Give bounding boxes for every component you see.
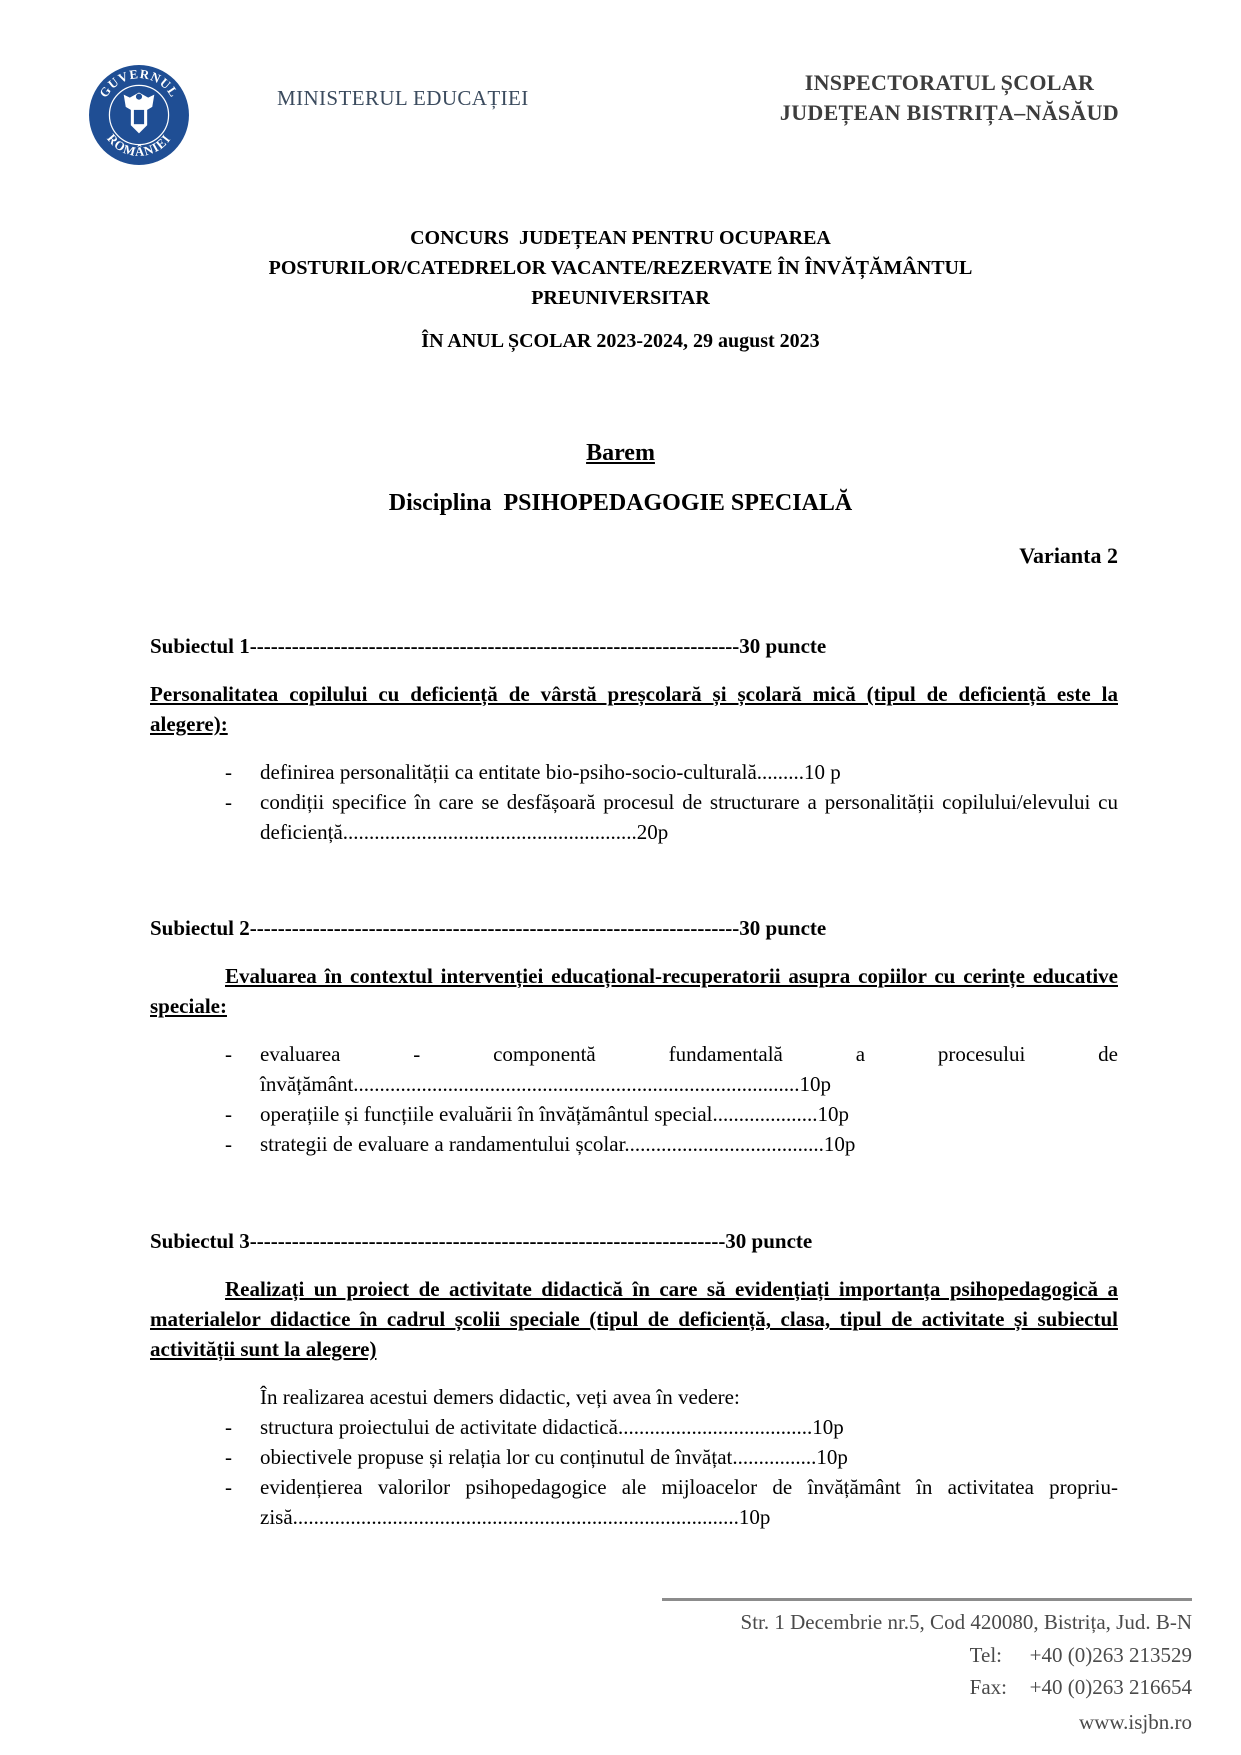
subject-3-title: Realizați un proiect de activitate didactică în care să evidențiați importanța psihopedagogică a materialelor didactice în cadrul școlii speciale (tipul de deficiență, clasa, tipul de activitate și subiectul activității sunt la alegere) (150, 1277, 1118, 1361)
criteria-item: - evaluarea - componentă fundamentală a procesului de învățământ.....................................................................................10p (150, 1039, 1118, 1099)
footer-divider (662, 1598, 1192, 1601)
barem-heading: Barem (586, 440, 655, 466)
subject-1-title: Personalitatea copilului cu deficiență de vârstă preșcolară și școlară mică (tipul de deficiență este la alegere): (150, 682, 1118, 736)
subject-2-criteria (150, 1039, 1118, 1159)
criteria-item: - definirea personalității ca entitate bio-psiho-socio-culturală.........10 p (150, 757, 1118, 787)
ministry-name: MINISTERUL EDUCAȚIEI (277, 86, 529, 110)
footer-fax-number: +40 (0)263 216654 (1029, 1675, 1192, 1699)
criteria-item: - condiții specifice în care se desfășoară procesul de structurare a personalității copilului/elevului cu deficiență........................................................20p (150, 787, 1118, 847)
subject-2-title: Evaluarea în contextul intervenției educațional-recuperatorii asupra copiilor cu cerințe educative speciale: (150, 964, 1118, 1018)
footer-address: Str. 1 Decembrie nr.5, Cod 420080, Bistrița, Jud. B-N (740, 1610, 1192, 1634)
svg-text:GUVERNUL: GUVERNUL (96, 67, 182, 101)
inspectorate-name (780, 68, 1119, 128)
variant-label: Varianta 2 (1019, 543, 1118, 568)
criteria-intro: În realizarea acestui demers didactic, veți avea în vedere: (260, 1385, 740, 1409)
criteria-item: - evidențierea valorilor psihopedagogice ale mijloacelor de învățământ în activitatea propriu-zisă.....................................................................................10p (150, 1472, 1118, 1532)
footer-phone-label: Tel: (969, 1643, 1003, 1667)
criteria-item: - obiectivele propuse și relația lor cu conținutul de învățat................10p (150, 1442, 1118, 1472)
subject-2-heading: Subiectul 2----------------------------------------------------------------------30 puncte (150, 916, 827, 940)
footer-fax (970, 1675, 1192, 1700)
exam-title-line2: POSTURILOR/CATEDRELOR VACANTE/REZERVATE ÎN ÎNVĂȚĂMÂNTUL (268, 257, 973, 279)
svg-text:ROMÂNIEI: ROMÂNIEI (104, 131, 174, 160)
exam-title-line3: PREUNIVERSITAR (531, 287, 710, 309)
inspectorate-line1: INSPECTORATUL ȘCOLAR (804, 70, 1095, 95)
footer-website: www.isjbn.ro (1079, 1710, 1192, 1734)
school-year: ÎN ANUL ȘCOLAR 2023-2024, 29 august 2023 (421, 330, 820, 352)
criteria-item: - structura proiectului de activitate didactică.....................................10p (150, 1412, 1118, 1442)
government-seal-icon (88, 64, 190, 166)
discipline-heading: Disciplina PSIHOPEDAGOGIE SPECIALĂ (388, 490, 853, 516)
subject-1-heading: Subiectul 1----------------------------------------------------------------------30 puncte (150, 634, 827, 658)
subject-1-criteria (150, 757, 1118, 847)
criteria-item: - strategii de evaluare a randamentului școlar......................................10p (150, 1129, 1118, 1159)
footer-phone-number: +40 (0)263 213529 (1029, 1643, 1192, 1667)
footer-fax-label: Fax: (969, 1675, 1007, 1699)
criteria-item: - operațiile și funcțiile evaluării în învățământul special....................10p (150, 1099, 1118, 1129)
subject-3-heading: Subiectul 3--------------------------------------------------------------------30 puncte (150, 1229, 813, 1253)
inspectorate-line2: JUDEȚEAN BISTRIȚA–NĂSĂUD (779, 100, 1119, 125)
subject-3-criteria (150, 1382, 1118, 1532)
footer-phone (970, 1643, 1192, 1668)
exam-title-line1: CONCURS JUDEȚEAN PENTRU OCUPAREA (410, 227, 831, 249)
exam-title (0, 223, 1241, 313)
